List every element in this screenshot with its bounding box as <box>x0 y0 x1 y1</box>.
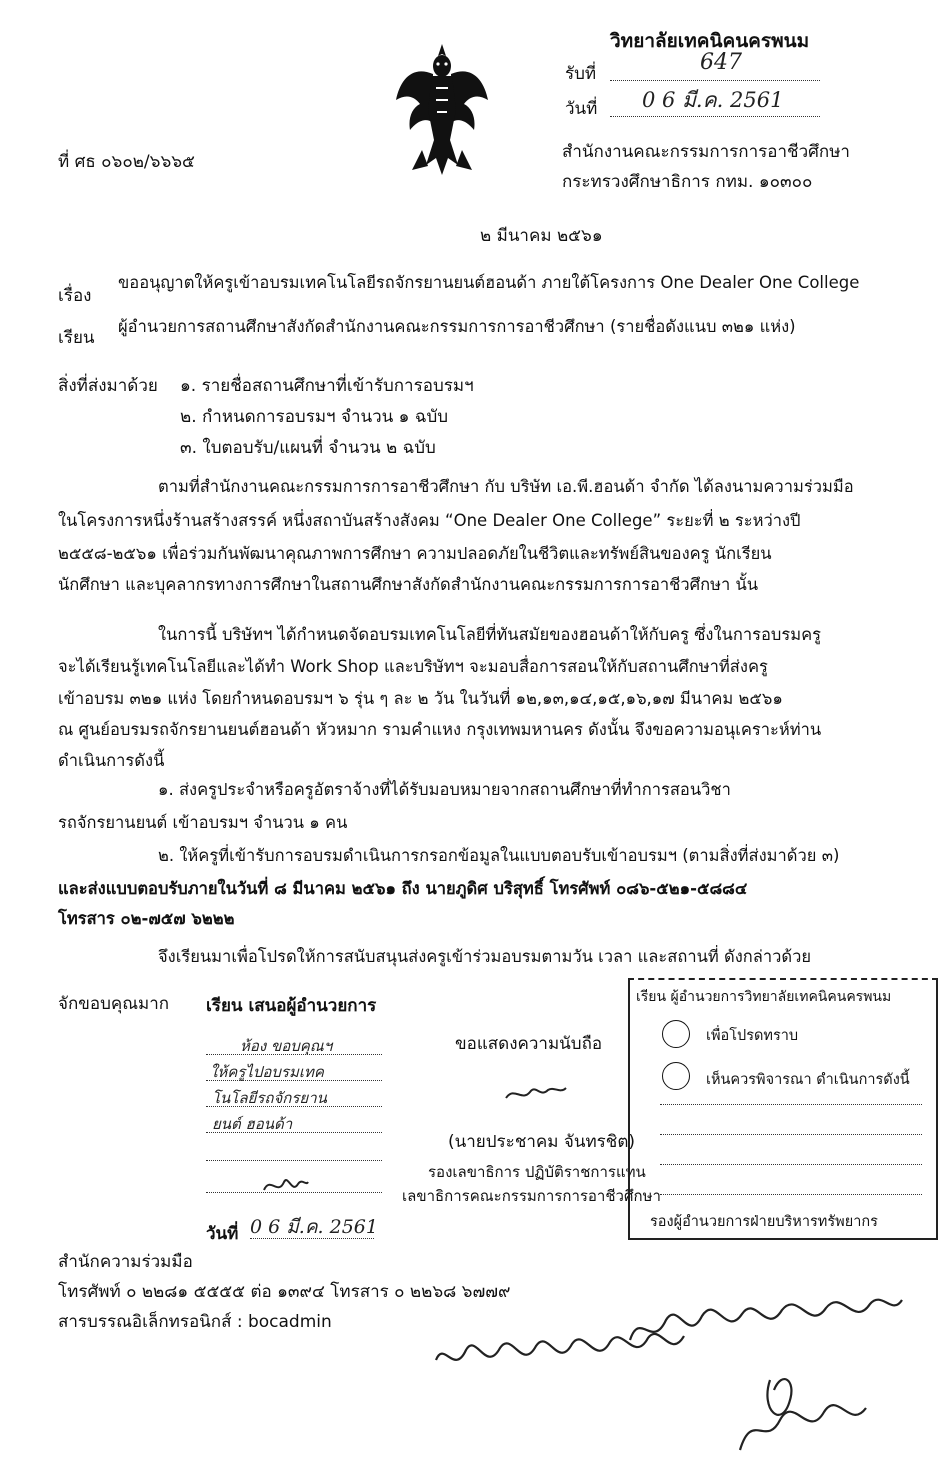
body-line: นักศึกษา และบุคลากรทางการศึกษาในสถานศึกษาสังกัดสำนักงานคณะกรรมการการอาชีวศึกษา นั้น <box>58 575 759 594</box>
stamp-option: เห็นควรพิจารณา ดำเนินการดังนี้ <box>706 1072 910 1088</box>
memo-hand-line: ยนต์ ฮอนด้า <box>212 1115 293 1133</box>
director-stamp-box <box>628 978 938 1240</box>
stamp-line <box>660 1104 922 1105</box>
body-line: ณ ศูนย์อบรมรถจักรยานยนต์ฮอนด้า หัวหมาก รามคำแหง กรุงเทพมหานคร ดังนั้น จึงขอความอนุเคราะห์ท่าน <box>58 720 822 739</box>
enclosure-item: ๑. รายชื่อสถานศึกษาที่เข้ารับการอบรมฯ <box>180 376 474 396</box>
to-label: เรียน <box>58 328 95 348</box>
memo-date-value: 0 6 มี.ค. 2561 <box>250 1216 378 1238</box>
enclosure-item: ๒. กำหนดการอบรมฯ จำนวน ๑ ฉบับ <box>180 407 449 427</box>
signature-icon <box>500 1072 570 1112</box>
memo-hand-line: ให้ครูไปอบรมเทค <box>210 1063 324 1081</box>
stamp-line <box>660 1164 922 1165</box>
sender-line2: กระทรวงศึกษาธิการ กทม. ๑๐๓๐๐ <box>562 172 813 192</box>
subject-label: เรื่อง <box>58 286 92 306</box>
receipt-date-value: 0 6 มี.ค. 2561 <box>642 88 784 112</box>
body-line: ๒๕๕๘-๒๕๖๑ เพื่อร่วมกันพัฒนาคุณภาพการศึกษา ความปลอดภัยในชีวิตและทรัพย์สินของครู นักเรียน <box>58 544 772 563</box>
footer-phone: โทรศัพท์ ๐ ๒๒๘๑ ๕๕๕๕ ต่อ ๑๓๙๔ โทรสาร ๐ ๒๒๖๘ ๖๗๗๙ <box>58 1282 511 1302</box>
body-line: เข้าอบรม ๓๒๑ แห่ง โดยกำหนดอบรมฯ ๖ รุ่น ๆ ละ ๒ วัน ในวันที่ ๑๒,๑๓,๑๔,๑๕,๑๖,๑๗ มีนาคม ๒๕๖๑ <box>58 689 783 708</box>
memo-date-line <box>250 1238 374 1239</box>
receipt-no-value: 647 <box>700 50 742 75</box>
doc-number: ที่ ศธ ๐๖๐๒/๖๖๖๕ <box>58 152 195 172</box>
body-line-bold: โทรสาร ๐๒-๗๕๗ ๖๒๒๒ <box>58 909 235 928</box>
body-line: ตามที่สำนักงานคณะกรรมการการอาชีวศึกษา กับ บริษัท เอ.พี.ฮอนด้า จำกัด ได้ลงนามความร่วมมือ <box>158 477 854 496</box>
footer-unit: สำนักความร่วมมือ <box>58 1252 193 1272</box>
radio-circle-icon <box>662 1062 690 1090</box>
regards-text: ขอแสดงความนับถือ <box>455 1034 603 1054</box>
subject-text: ขออนุญาตให้ครูเข้าอบรมเทคโนโลยีรถจักรยานยนต์ฮอนด้า ภายใต้โครงการ One Dealer One College <box>118 273 860 292</box>
stamp-line <box>660 1194 922 1195</box>
thanks-text: จักขอบคุณมาก <box>58 994 170 1014</box>
memo-hand-line: โนโลยีรถจักรยาน <box>212 1089 327 1107</box>
signatory-title: รองเลขาธิการ ปฏิบัติราชการแทน <box>428 1163 646 1181</box>
stamp-heading: เรียน ผู้อำนวยการวิทยาลัยเทคนิคนครพนม <box>636 989 892 1005</box>
receipt-date-line <box>610 116 820 117</box>
body-line: ดำเนินการดังนี้ <box>58 751 165 770</box>
memo-date-label: วันที่ <box>206 1224 239 1244</box>
signatory-title: เลขาธิการคณะกรรมการการอาชีวศึกษา <box>402 1187 661 1205</box>
footer-email: สารบรรณอิเล็กทรอนิกส์ : bocadmin <box>58 1312 332 1332</box>
memo-hand-line: ห้อง ขอบคุณฯ <box>240 1037 333 1055</box>
letter-date: ๒ มีนาคม ๒๕๖๑ <box>480 226 603 246</box>
enclosure-item: ๓. ใบตอบรับ/แผนที่ จำนวน ๒ ฉบับ <box>180 438 436 458</box>
receipt-no-line <box>610 80 820 81</box>
signatory-name: (นายประชาคม จันทรชิต) <box>448 1132 636 1152</box>
stamp-option: เพื่อโปรดทราบ <box>706 1028 799 1044</box>
body-line: ในโครงการหนึ่งร้านสร้างสรรค์ หนึ่งสถาบันสร้างสังคม “One Dealer One College” ระยะที่ ๒ ระหว่างปี <box>58 511 801 530</box>
memo-heading: เรียน เสนอผู้อำนวยการ <box>206 996 377 1016</box>
body-line: จะได้เรียนรู้เทคโนโลยีและได้ทำ Work Shop และบริษัทฯ จะมอบสื่อการสอนให้กับสถานศึกษาที่ส่งครู <box>58 657 768 676</box>
receipt-org: วิทยาลัยเทคนิคนครพนม <box>610 30 810 52</box>
receipt-date-label: วันที่ <box>565 99 598 119</box>
body-line: รถจักรยานยนต์ เข้าอบรมฯ จำนวน ๑ คน <box>58 813 348 832</box>
radio-circle-icon <box>662 1020 690 1048</box>
stamp-footer: รองผู้อำนวยการฝ่ายบริหารทรัพยากร <box>650 1214 878 1230</box>
stamp-line <box>660 1134 922 1135</box>
signature-icon <box>430 1280 910 1460</box>
body-line: ๒. ให้ครูที่เข้ารับการอบรมดำเนินการกรอกข้อมูลในแบบตอบรับเข้าอบรมฯ (ตามสิ่งที่ส่งมาด้วย ๓) <box>158 846 840 865</box>
signature-icon <box>260 1170 310 1200</box>
garuda-emblem-icon <box>392 40 492 185</box>
enclosure-label: สิ่งที่ส่งมาด้วย <box>58 376 158 396</box>
sender-line1: สำนักงานคณะกรรมการการอาชีวศึกษา <box>562 142 850 162</box>
receipt-no-label: รับที่ <box>565 64 597 84</box>
memo-line <box>206 1160 382 1161</box>
to-text: ผู้อำนวยการสถานศึกษาสังกัดสำนักงานคณะกรรมการการอาชีวศึกษา (รายชื่อดังแนบ ๓๒๑ แห่ง) <box>118 317 796 336</box>
body-line: ๑. ส่งครูประจำหรือครูอัตราจ้างที่ได้รับมอบหมายจากสถานศึกษาที่ทำการสอนวิชา <box>158 780 731 799</box>
body-line-bold: และส่งแบบตอบรับภายในวันที่ ๘ มีนาคม ๒๕๖๑ ถึง นายภูดิศ บริสุทธิ์ โทรศัพท์ ๐๘๖-๕๒๑-๕๘๘๔ <box>58 879 748 898</box>
closing-text: จึงเรียนมาเพื่อโปรดให้การสนับสนุนส่งครูเข้าร่วมอบรมตามวัน เวลา และสถานที่ ดังกล่าวด้วย <box>158 947 812 966</box>
body-line: ในการนี้ บริษัทฯ ได้กำหนดจัดอบรมเทคโนโลยีที่ทันสมัยของฮอนด้าให้กับครู ซึ่งในการอบรมครู <box>158 625 821 644</box>
